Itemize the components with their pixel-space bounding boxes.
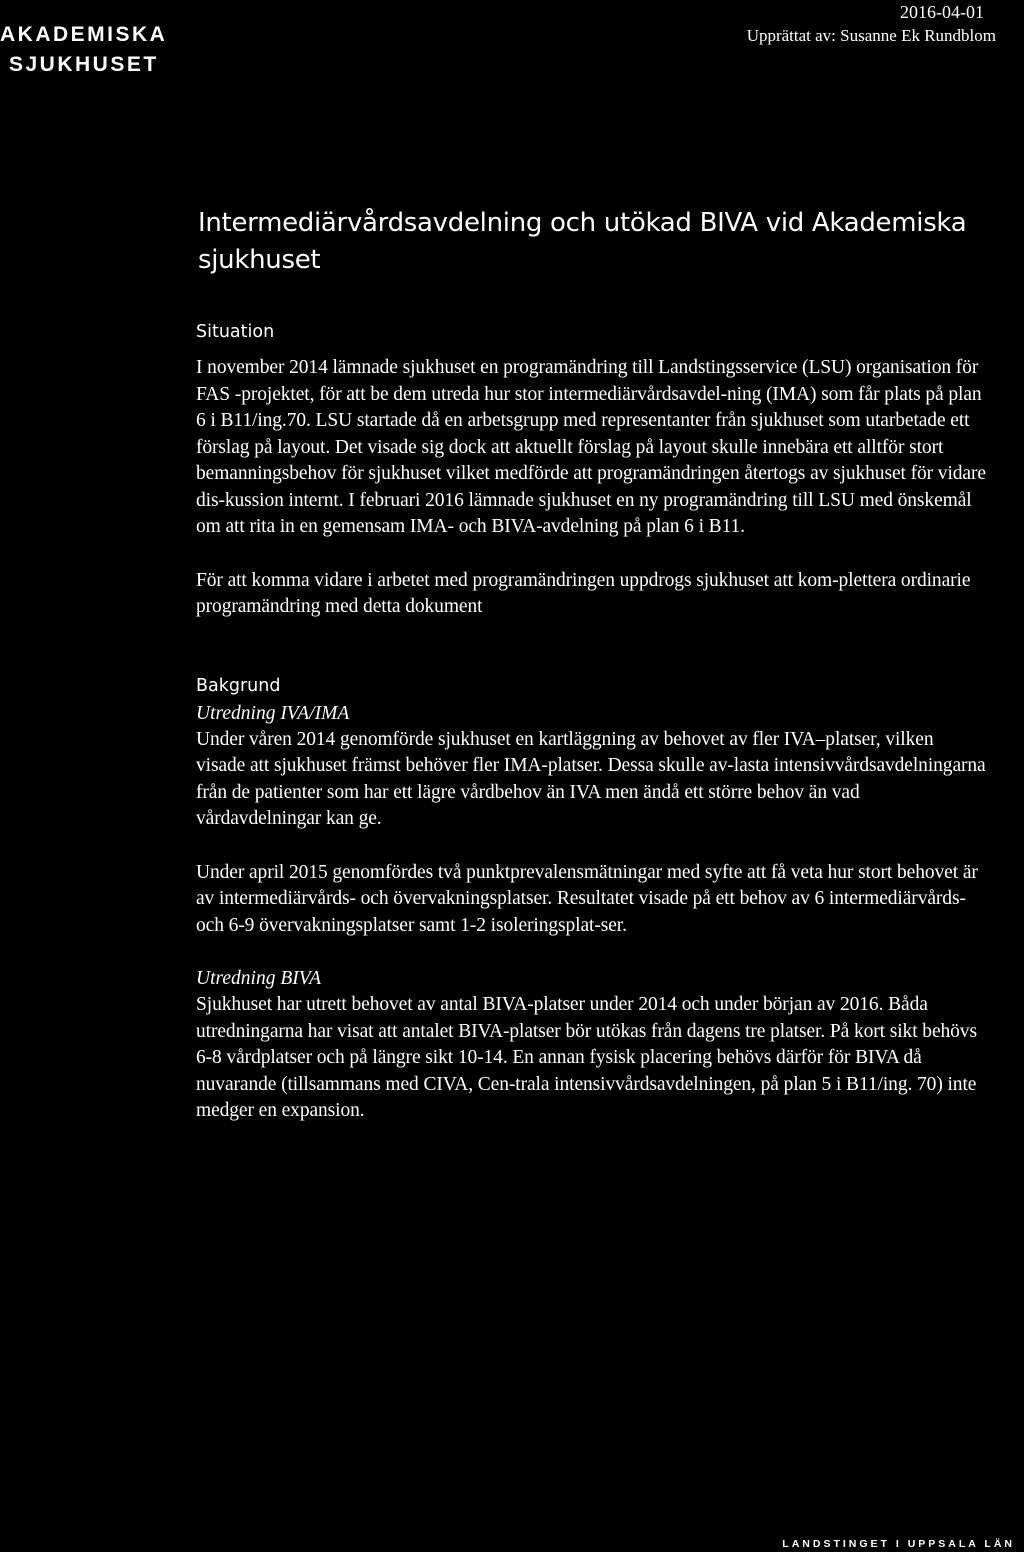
logo-line-2: SJUKHUSET [9,53,159,76]
logo-line-1: AKADEMISKA [0,23,168,46]
bakgrund-paragraph-1: Under våren 2014 genomförde sjukhuset en kartläggning av behovet av fler IVA–platser, vilken visade att sjukhuset främst behöver fler IMA-platser. Dessa skulle av-lasta intensivvårdsavdelningarna från de patienter som har ett lägre vårdbehov än IVA men ändå ett större behov än vad vårdavdelningar kan ge. [196,728,986,829]
situation-paragraph-2: För att komma vidare i arbetet med programändringen uppdrogs sjukhuset att kom-plettera ordinarie programändring med detta dokument [196,569,971,617]
document-body [196,320,986,1125]
hospital-logo [0,20,167,80]
section-heading-bakgrund: Bakgrund [196,675,281,696]
subheading-utredning-biva: Utredning BIVA [196,968,322,989]
bakgrund-paragraph-3: Sjukhuset har utrett behovet av antal BIVA-platser under 2014 och under början av 2016. Båda utredningarna har visat att antalet BIVA-platser bör utökas från dagens tre platser. På kort sikt behövs 6-8 vårdplatser och på längre sikt 10-14. En annan fysisk placering behövs därför för BIVA då nuvarande (tillsammans med CIVA, Cen-trala intensivvårdsavdelningen, på plan 5 i B11/ing. 70) inte medger en expansion. [196,994,977,1121]
subheading-utredning-iva-ima: Utredning IVA/IMA [196,702,350,724]
section-heading-situation: Situation [196,322,275,342]
footer-organization: LANDSTINGET I UPPSALA LÄN [782,1538,1015,1550]
situation-paragraph-1: I november 2014 lämnade sjukhuset en programändring till Landstingsservice (LSU) organisation för FAS -projektet, för att be dem utreda hur stor intermediärvårdsavdel-ning (IMA) som får plats på plan 6 i B11/ing.70. LSU startade då en arbetsgrupp med representanter från sjukhuset som utarbetade ett förslag på layout. Det visade sig dock att aktuellt förslag på layout skulle innebära ett alltför stort bemanningsbehov för sjukhuset vilket medförde att programändringen återtogs av sjukhuset för vidare dis-kussion internt. I februari 2016 lämnade sjukhuset en ny programändring till LSU med önskemål om att rita in en gemensam IMA- och BIVA-avdelning på plan 6 i B11. [196,357,986,537]
document-date: 2016-04-01 [900,2,984,22]
document-title: Intermediärvårdsavdelning och utökad BIVA vid Akademiska sjukhuset [198,208,967,275]
bakgrund-paragraph-2: Under april 2015 genomfördes två punktprevalensmätningar med syfte att få veta hur stort behovet är av intermediärvårds- och övervakningsplatser. Resultatet visade på ett behov av 6 intermediärvårds- och 6-9 övervakningsplatser samt 1-2 isoleringsplat-ser. [196,861,978,936]
document-meta [747,0,996,48]
document-author: Upprättat av: Susanne Ek Rundblom [746,26,996,45]
